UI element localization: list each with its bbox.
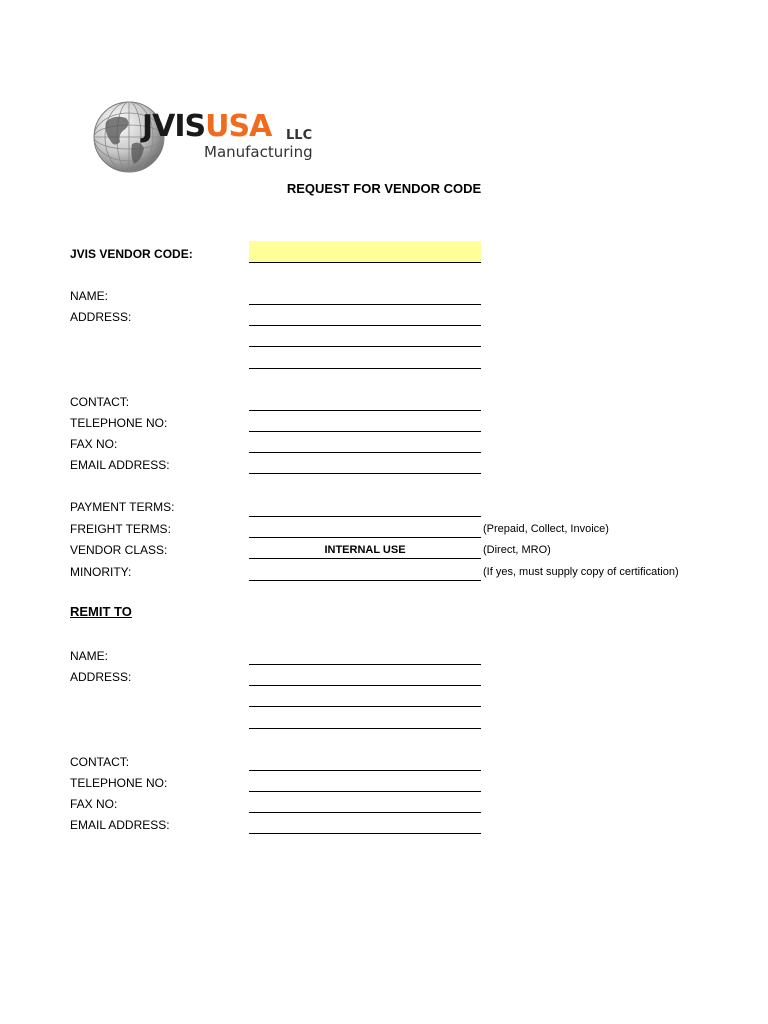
vendor-class-value: INTERNAL USE (324, 544, 406, 556)
freight-terms-note: (Prepaid, Collect, Invoice) (483, 523, 609, 535)
vendor-code-label: JVIS VENDOR CODE: (70, 247, 193, 261)
remit-email-label: EMAIL ADDRESS: (70, 818, 170, 832)
vendor-email-label: EMAIL ADDRESS: (70, 458, 170, 472)
vendor-contact-field[interactable] (249, 410, 481, 411)
vendor-address-field-1[interactable] (249, 325, 481, 326)
remit-name-label: NAME: (70, 649, 109, 663)
freight-terms-field[interactable] (249, 537, 481, 538)
page-title: REQUEST FOR VENDOR CODE (286, 181, 482, 196)
company-logo (92, 100, 356, 176)
vendor-code-highlight (249, 241, 481, 262)
logo-suffix: LLC (286, 128, 313, 143)
remit-telephone-field[interactable] (249, 791, 481, 792)
minority-label: MINORITY: (70, 565, 132, 579)
remit-telephone-label: TELEPHONE NO: (70, 776, 168, 790)
remit-contact-field[interactable] (249, 770, 481, 771)
vendor-address-field-3[interactable] (249, 368, 481, 369)
logo-brand-name: JVISUSA (142, 109, 272, 144)
freight-terms-label: FREIGHT TERMS: (70, 522, 171, 536)
vendor-name-field[interactable] (249, 304, 481, 305)
vendor-code-field[interactable] (249, 262, 481, 263)
vendor-contact-label: CONTACT: (70, 395, 130, 409)
payment-terms-field[interactable] (249, 516, 481, 517)
minority-note: (If yes, must supply copy of certification) (483, 566, 679, 578)
vendor-telephone-field[interactable] (249, 431, 481, 432)
remit-email-field[interactable] (249, 833, 481, 834)
remit-address-field-2[interactable] (249, 706, 481, 707)
vendor-telephone-label: TELEPHONE NO: (70, 416, 168, 430)
payment-terms-label: PAYMENT TERMS: (70, 500, 175, 514)
minority-field[interactable] (249, 580, 481, 581)
remit-fax-field[interactable] (249, 812, 481, 813)
vendor-fax-field[interactable] (249, 452, 481, 453)
vendor-fax-label: FAX NO: (70, 437, 118, 451)
vendor-class-note: (Direct, MRO) (483, 544, 551, 556)
logo-subtitle: Manufacturing (204, 143, 313, 161)
remit-address-field-1[interactable] (249, 685, 481, 686)
remit-contact-label: CONTACT: (70, 755, 130, 769)
remit-address-label: ADDRESS: (70, 670, 132, 684)
vendor-class-label: VENDOR CLASS: (70, 543, 168, 557)
vendor-address-field-2[interactable] (249, 346, 481, 347)
vendor-class-field[interactable] (249, 558, 481, 559)
vendor-email-field[interactable] (249, 473, 481, 474)
remit-address-field-3[interactable] (249, 728, 481, 729)
vendor-name-label: NAME: (70, 289, 109, 303)
remit-fax-label: FAX NO: (70, 797, 118, 811)
vendor-address-label: ADDRESS: (70, 310, 132, 324)
remit-to-heading: REMIT TO (70, 604, 132, 619)
remit-name-field[interactable] (249, 664, 481, 665)
